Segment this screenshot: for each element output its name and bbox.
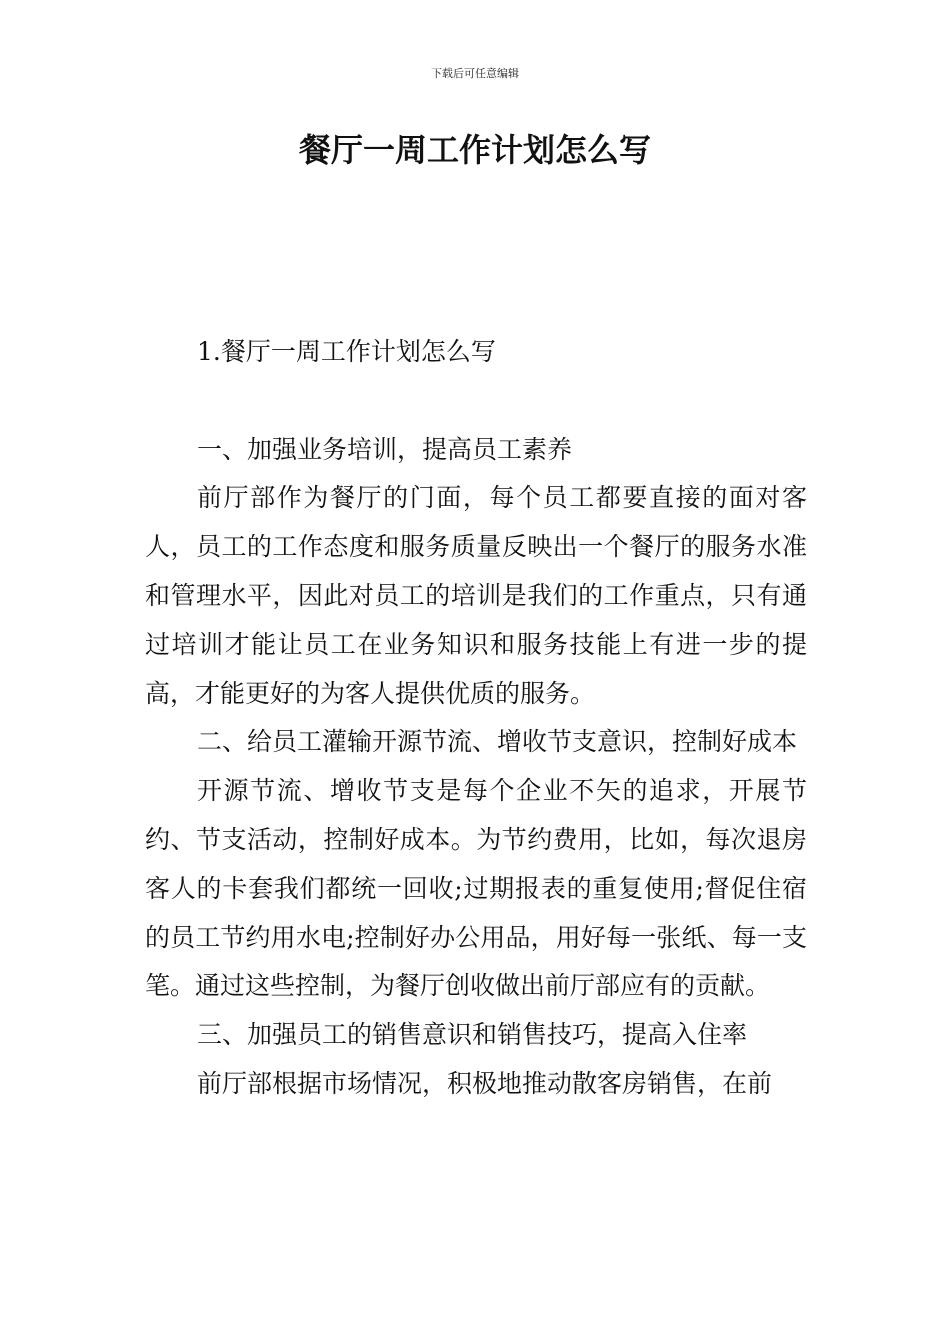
header-note: 下载后可任意编辑 — [431, 67, 519, 80]
document-body — [145, 328, 807, 1109]
paragraph-body-1: 前厅部作为餐厅的门面，每个员工都要直接的面对客人，员工的工作态度和服务质量反映出一个餐厅的服务水准和管理水平，因此对员工的培训是我们的工作重点，只有通过培训才能让员工在业务知识和服务技能上有进一步的提高，才能更好的为客人提供优质的服务。 — [145, 483, 807, 708]
paragraph-section-number: 1.餐厅一周工作计划怎么写 — [197, 337, 496, 366]
paragraph-gap — [145, 377, 807, 426]
paragraph-body-2: 开源节流、增收节支是每个企业不矢的追求，开展节约、节支活动，控制好成本。为节约费用，比如，每次退房客人的卡套我们都统一回收;过期报表的重复使用;督促住宿的员工节约用水电;控制好办公用品，用好每一张纸、每一支笔。通过这些控制，为餐厅创收做出前厅部应有的贡献。 — [145, 776, 807, 1001]
paragraph-heading-1: 一、加强业务培训，提高员工素养 — [197, 434, 573, 464]
document-title: 餐厅一周工作计划怎么写 — [298, 131, 651, 169]
paragraph-heading-3: 三、加强员工的销售意识和销售技巧，提高入住率 — [197, 1020, 748, 1050]
paragraph-heading-2: 二、给员工灌输开源节流、增收节支意识，控制好成本 — [197, 727, 798, 757]
paragraph-body-3: 前厅部根据市场情况，积极地推动散客房销售，在前 — [197, 1068, 773, 1098]
